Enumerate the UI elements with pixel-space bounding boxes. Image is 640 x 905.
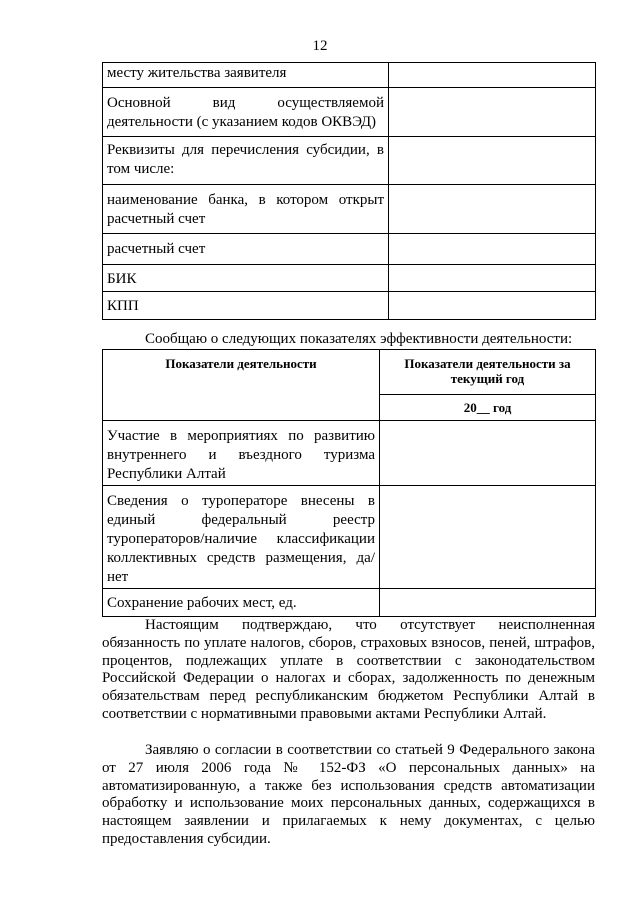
row-value-main-activity[interactable]: [389, 88, 596, 137]
row-value-bik[interactable]: [389, 265, 596, 292]
row-value-tourism-events[interactable]: [380, 421, 596, 486]
table-row: [103, 265, 596, 292]
row-value-subsidy-requisites[interactable]: [389, 137, 596, 185]
table-row: [103, 589, 596, 617]
row-label-tour-operator-registry: Сведения о туроператоре внесены в единый федеральный реестр туроператоров/наличие классификации коллективных средств размещения, да/нет: [103, 486, 380, 589]
applicant-details-table: [102, 62, 596, 320]
table-row: [103, 185, 596, 234]
row-label-subsidy-requisites: Реквизиты для перечисления субсидии, в том числе:: [103, 137, 389, 185]
table-row: [103, 292, 596, 320]
table-header-row: [103, 350, 596, 395]
header-indicators: Показатели деятельности: [103, 350, 380, 421]
row-value-account[interactable]: [389, 234, 596, 265]
row-label-account: расчетный счет: [103, 234, 389, 265]
paragraph-confirmation: Настоящим подтверждаю, что отсутствует неисполненная обязанность по уплате налогов, сборов, страховых взносов, пеней, штрафов, процентов, подлежащих уплате в соответствии с законодательством Российской Федерации о налогах и сборах, задолженность по денежным обязательствам перед республиканским бюджетом Республики Алтай в соответствии с нормативными правовыми актами Республики Алтай.: [102, 617, 595, 722]
row-label-kpp: КПП: [103, 292, 389, 320]
table-row: [103, 421, 596, 486]
page-number: 12: [312, 38, 328, 54]
table-row: [103, 88, 596, 137]
row-label-tourism-events: Участие в мероприятиях по развитию внутреннего и въездного туризма Республики Алтай: [103, 421, 380, 486]
paragraph-consent: Заявляю о согласии в соответствии со статьей 9 Федерального закона от 27 июля 2006 года № 152-ФЗ «О персональных данных» на автоматизированную, а также без использования средств автоматизации обработку и использование моих персональных данных, содержащихся в настоящем заявлении и прилагаемых к нему документах, с целью предоставления субсидии.: [102, 742, 595, 847]
table-row: [103, 137, 596, 185]
row-value-jobs-retained[interactable]: [380, 589, 596, 617]
row-value-kpp[interactable]: [389, 292, 596, 320]
row-label-residence: месту жительства заявителя: [103, 63, 389, 88]
row-value-tour-operator-registry[interactable]: [380, 486, 596, 589]
header-year: 20__ год: [380, 395, 596, 421]
row-label-bank-name: наименование банка, в котором открыт расчетный счет: [103, 185, 389, 234]
row-value-residence[interactable]: [389, 63, 596, 88]
row-label-main-activity: Основной вид осуществляемой деятельности (с указанием кодов ОКВЭД): [103, 88, 389, 137]
performance-indicators-table: [102, 349, 596, 617]
row-label-jobs-retained: Сохранение рабочих мест, ед.: [103, 589, 380, 617]
table-row: [103, 234, 596, 265]
row-label-bik: БИК: [103, 265, 389, 292]
performance-intro: Сообщаю о следующих показателях эффективности деятельности:: [145, 331, 573, 347]
header-current-year: Показатели деятельности за текущий год: [380, 350, 596, 395]
row-value-bank-name[interactable]: [389, 185, 596, 234]
table-row: [103, 486, 596, 589]
table-row: [103, 63, 596, 88]
